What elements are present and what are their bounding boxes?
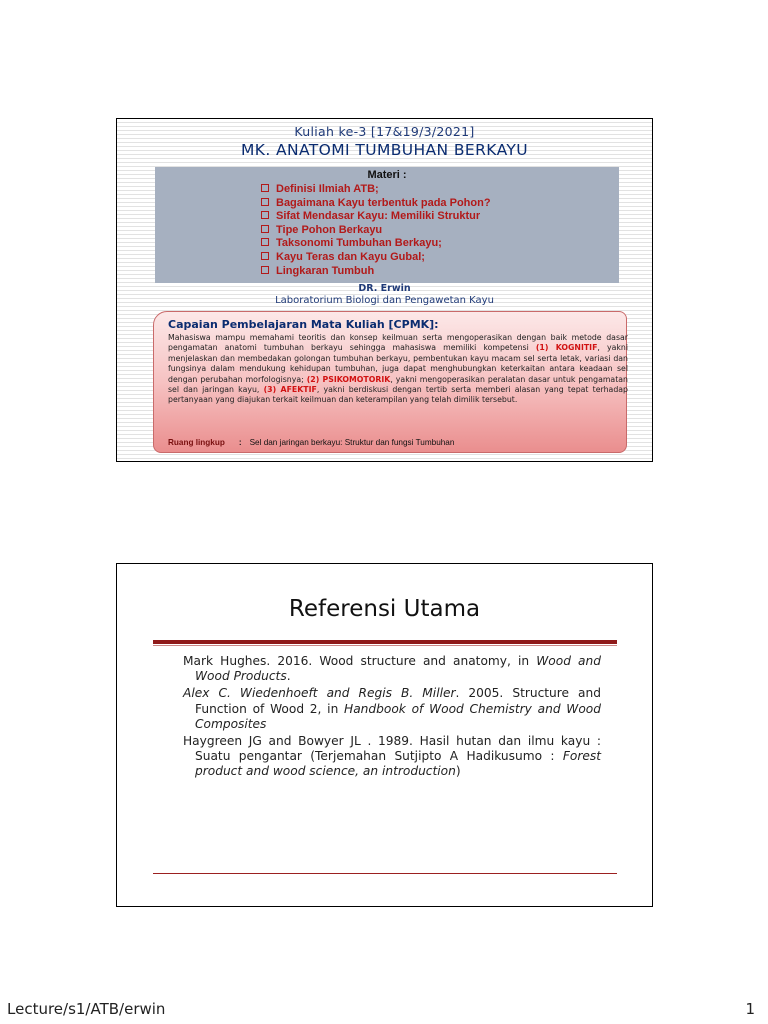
author-name: DR. Erwin (358, 283, 411, 294)
materi-item (261, 197, 491, 211)
checkbox-bullet-icon (261, 211, 269, 219)
course-title: MK. ANATOMI TUMBUHAN BERKAYU (241, 141, 528, 159)
reference-authors-italic: Alex C. Wiedenhoeft and Regis B. Miller (183, 686, 456, 701)
checkbox-bullet-icon (261, 238, 269, 246)
reference-text: ) (455, 764, 461, 779)
checkbox-bullet-icon (261, 184, 269, 192)
footer-source: Lecture/s1/ATB/erwin (7, 1000, 166, 1018)
page-number: 1 (745, 1000, 755, 1018)
checkbox-bullet-icon (261, 198, 269, 206)
materi-item-text: Sifat Mendasar Kayu: Memiliki Struktur (276, 210, 481, 223)
cpmk-text-part: , yakni menjelaskan dan membedakan golongan tumbuhan berkayu, pembentukan kayu macam sel serta letak, variasi dan fungsinya dalam mendukung kehidupan tumbuhan, juga dapat menghubungkan keterkaitan antara keadaan sel dengan perubahan morfologisnya; (168, 343, 628, 384)
reference-item (183, 654, 601, 684)
lab-name: Laboratorium Biologi dan Pengawetan Kayu (275, 295, 494, 306)
materi-item (261, 224, 491, 238)
materi-box (155, 167, 619, 283)
materi-item-text: Bagaimana Kayu terbentuk pada Pohon? (276, 196, 491, 209)
checkbox-bullet-icon (261, 266, 269, 274)
reference-list (183, 654, 601, 782)
reference-text: Mark Hughes. 2016. Wood structure and anatomy, in (183, 654, 537, 668)
scope-line (168, 438, 454, 447)
materi-item-text: Taksonomi Tumbuhan Berkayu; (276, 237, 442, 250)
checkbox-bullet-icon (261, 252, 269, 260)
bottom-divider (153, 873, 617, 874)
cpmk-text-part: , yakni mengoperasikan peralatan dasar untuk pengamatan sel dan jaringan kayu, (168, 374, 628, 395)
cpmk-title: Capaian Pembelajaran Mata Kuliah [CPMK]: (168, 318, 439, 331)
references-title: Referensi Utama (288, 596, 481, 622)
title-divider (153, 640, 617, 644)
scope-value: Sel dan jaringan berkayu: Struktur dan fungsi Tumbuhan (249, 438, 455, 447)
materi-list (261, 183, 491, 278)
materi-item-text: Kayu Teras dan Kayu Gubal; (276, 250, 425, 263)
course-session-line: Kuliah ke-3 [17&19/3/2021] (294, 124, 475, 139)
materi-item (261, 183, 491, 197)
checkbox-bullet-icon (261, 225, 269, 233)
cpmk-text-part: , yakni berdiskusi dengan tertib serta memberi alasan yang tepat terhadap pertanyaan yang diajukan terkait keilmuan dan keterampilan yang telah dimilik tersebut. (168, 385, 628, 405)
reference-title-italic: Forest product and wood science, an introduction (195, 749, 601, 779)
cpmk-text-part: Mahasiswa mampu memahami teoritis dan konsep keilmuan serta mengoperasikan dengan baik metode dasar pengamatan anatomi tumbuhan berkayu sehingga mahasiswa memiliki kompetensi (168, 333, 628, 353)
slide-1 (116, 118, 653, 462)
materi-item (261, 265, 491, 279)
cpmk-box (153, 311, 627, 453)
cpmk-highlight-afektif: (3) AFEKTIF (263, 385, 317, 395)
reference-text: . (286, 669, 291, 684)
reference-text: . 2005. Structure and Function of Wood 2, in (195, 686, 601, 716)
materi-item-text: Tipe Pohon Berkayu (276, 223, 383, 236)
reference-item (183, 686, 601, 732)
cpmk-highlight-kognitif: (1) KOGNITIF (535, 343, 598, 353)
materi-item (261, 251, 491, 265)
scope-separator: : (238, 438, 242, 447)
cpmk-description (168, 333, 628, 406)
reference-title-italic: Wood and Wood Products (195, 654, 601, 684)
reference-title-italic: Handbook of Wood Chemistry and Wood Composites (195, 701, 601, 731)
reference-text: Haygreen JG and Bowyer JL . 1989. Hasil hutan dan ilmu kayu : Suatu pengantar (Terjemahan Sutjipto A Hadikusumo : (183, 734, 601, 764)
cpmk-highlight-psikomotorik: (2) PSIKOMOTORIK (306, 374, 391, 384)
title-divider-thin (153, 645, 617, 646)
materi-label: Materi : (367, 169, 407, 181)
materi-item (261, 237, 491, 251)
scope-label: Ruang lingkup (168, 438, 225, 447)
materi-item-text: Definisi Ilmiah ATB; (276, 183, 379, 195)
materi-item (261, 210, 491, 224)
materi-item-text: Lingkaran Tumbuh (276, 264, 375, 277)
slide-2 (116, 563, 653, 907)
reference-item (183, 734, 601, 780)
